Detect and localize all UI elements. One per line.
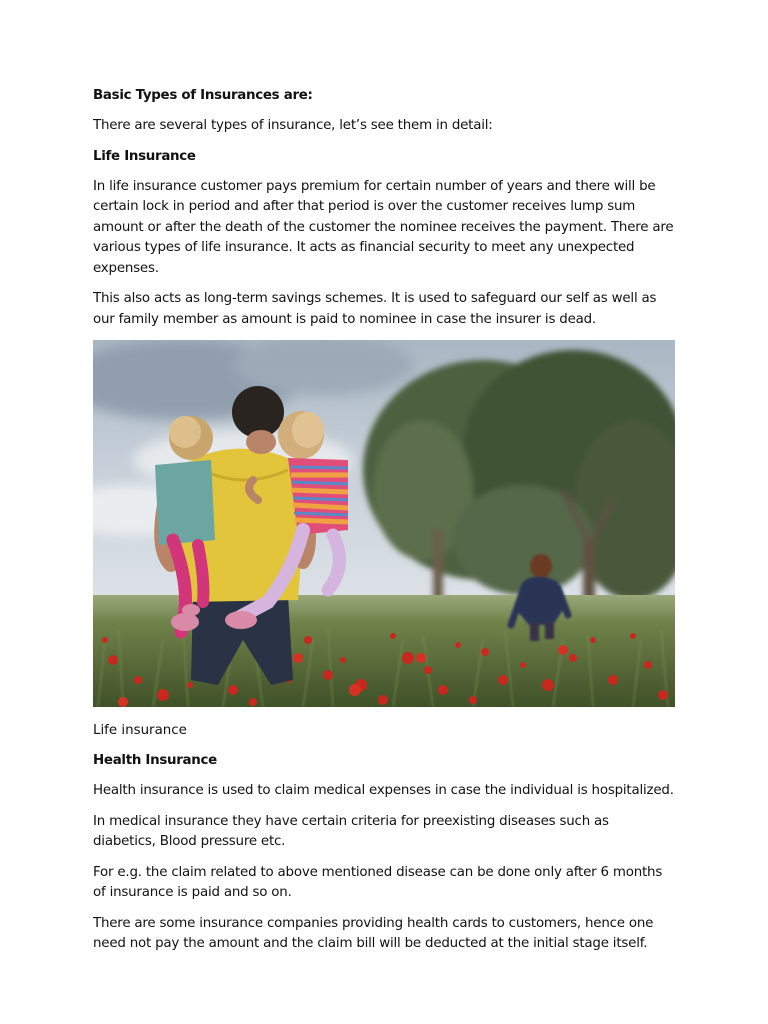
image-caption: Life insurance [93,723,187,738]
health-insurance-paragraph-2: In medical insurance they have certain criteria for preexisting diseases such as diabetics, Blood pressure etc. [93,813,609,849]
document-body [93,86,675,965]
health-insurance-paragraph-3: For e.g. the claim related to above mentioned disease can be done only after 6 months of insurance is paid and so on. [93,864,663,900]
document-title: Basic Types of Insurances are: [93,88,313,103]
section-heading-health-insurance: Health Insurance [93,753,217,768]
health-insurance-paragraph-1: Health insurance is used to claim medical expenses in case the individual is hospitalized. [93,783,674,798]
section-heading-life-insurance: Life Insurance [93,148,196,164]
intro-paragraph: There are several types of insurance, let’s see them in detail: [93,118,493,133]
health-insurance-paragraph-4: There are some insurance companies providing health cards to customers, hence one need not pay the amount and the claim bill will be deducted at the initial stage itself. [93,915,654,951]
family-field-photo [93,340,675,707]
life-insurance-paragraph-2: This also acts as long-term savings schemes. It is used to safeguard our self as well as our family member as amount is paid to nominee in case the insurer is dead. [93,291,657,327]
life-insurance-paragraph-1: In life insurance customer pays premium for certain number of years and there will be certain lock in period and after that period is over the customer receives lump sum amount or after the death of the customer the nominee receives the payment. There are various types of life insurance. It acts as financial security to meet any unexpected expenses. [93,178,674,276]
